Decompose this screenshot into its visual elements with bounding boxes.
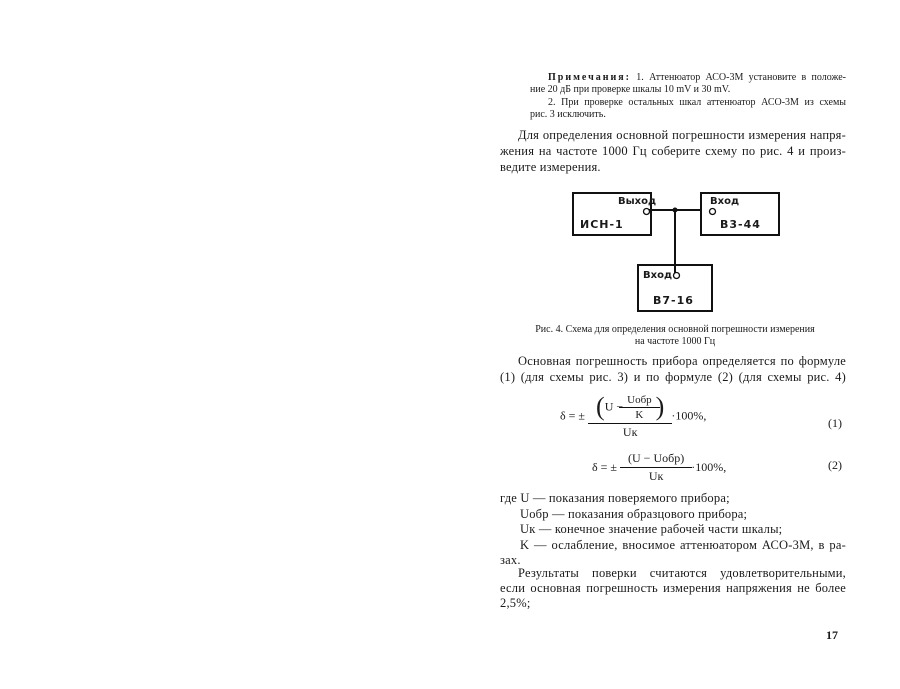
formula-1-num-prefix: U − (604, 399, 624, 414)
paragraph-2-line2: (1) (для схемы рис. 3) и по формуле (2) (для схемы рис. 4) (500, 370, 846, 384)
paragraph-2-line1: Основная погрешность прибора определяется по формуле (518, 354, 846, 368)
note1-line1: 1. Аттенюатор АСО-3М установите в положе- (631, 72, 846, 83)
definition-u: где U — показания поверяемого прибора; (500, 491, 730, 505)
input-terminal-icon (708, 207, 717, 216)
formula-1-lhs: δ = ± (560, 408, 586, 423)
block-isn-1-output-label: Выход (618, 196, 657, 207)
notes-title: Примечания: (548, 72, 632, 83)
definition-k-line2: зах. (500, 553, 521, 567)
formula-1-den: Uк (588, 423, 672, 440)
note1-line2: ние 20 дБ при проверке шкалы 10 mV и 30 mV. (530, 84, 731, 95)
paragraph-3-line2: если основная погрешность измерения напряжения не более (500, 581, 846, 595)
note2-line2: рис. 3 исключить. (530, 109, 606, 120)
page-number: 17 (826, 628, 838, 642)
block-isn-1-name: ИСН-1 (580, 218, 624, 231)
formula-1-main-fraction: (U − $\frac{\text{Uобр}}{K}$ ) Uк (592, 392, 668, 440)
block-v3-44-name: В3-44 (720, 218, 761, 231)
formula-1-number: (1) (828, 416, 842, 430)
formula-1 (560, 392, 706, 440)
paragraph-1-line1: Для определения основной погрешности измерения напря- (518, 128, 846, 142)
paragraph-3-line3: 2,5%; (500, 596, 531, 610)
figure-caption-line2: на частоте 1000 Гц (634, 336, 716, 347)
formula-2-num: (U − Uобр) (628, 451, 685, 465)
paragraph-1-line3: ведите измерения. (500, 160, 601, 174)
formula-1-suffix: ·100%, (671, 408, 707, 423)
formula-1-inner-fraction (623, 394, 656, 421)
block-v3-44-input-label: Вход (710, 196, 740, 207)
definition-k-line1: K — ослабление, вносимое аттенюатором АСО-3М, в ра- (520, 538, 846, 552)
formula-2-suffix: ·100%, (691, 460, 727, 474)
formula-2-lhs: δ = ± (592, 460, 618, 474)
output-terminal-icon (642, 207, 651, 216)
definition-u-ref: Uобр — показания образцового прибора; (520, 507, 748, 521)
block-v3-44 (700, 192, 780, 236)
block-isn-1 (572, 192, 657, 236)
formula-2-den: Uк (620, 467, 692, 484)
note2-line1: 2. При проверке остальных шкал аттенюатор АСО-3М из схемы (548, 97, 846, 108)
block-v7-16-input-label: Вход (643, 270, 673, 281)
formula-2-fraction (624, 451, 688, 484)
formula-1-inner-den: K (619, 407, 660, 421)
block-v7-16-name: В7-16 (653, 294, 694, 307)
definition-u-k: Uк — конечное значение рабочей части шкалы; (520, 522, 783, 536)
paragraph-1-line2: жения на частоте 1000 Гц соберите схему по рис. 4 и произ- (500, 144, 846, 158)
paragraph-3-line1: Результаты поверки считаются удовлетворительными, (518, 566, 846, 580)
block-v7-16 (637, 264, 713, 312)
figure-caption-line1: Рис. 4. Схема для определения основной погрешности измерения (535, 324, 815, 335)
formula-2 (592, 451, 726, 484)
input-terminal-icon (672, 271, 681, 280)
formula-2-number: (2) (828, 458, 842, 472)
formula-1-inner-num: Uобр (627, 393, 652, 406)
